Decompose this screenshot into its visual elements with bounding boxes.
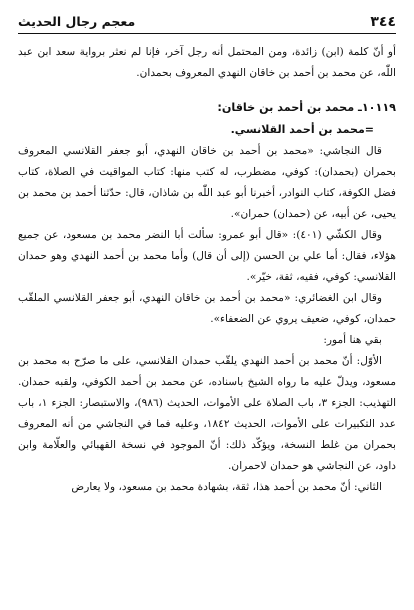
ghadairi-paragraph: وقال ابن الغضائري: «محمد بن أحمد بن خاقان النهدي، أبو جعفر القلانسي الملقّب حمدان، كوفي، ضعيف يروي عن الضعفاء». (18, 292, 396, 325)
entry-heading: ١٠١١٩ـ محمد بن أحمد بن خاقان: (217, 101, 396, 114)
page-header (18, 14, 396, 30)
intro-paragraph: أو أنّ كلمة (ابن) زائدة، ومن المحتمل أنه رجل آخر، فإنا لم نعثر برواية سعد ابن عبد اللّٰه، عن محمد بن أحمد بن خاقان النهدي المعروف بحمدان. (18, 46, 396, 79)
header-divider (18, 33, 396, 34)
kashshi-paragraph: وقال الكشّي (٤٠١): «قال أبو عمرو: سألت أبا النضر محمد بن مسعود، عن جميع هؤلاء، فقال: أما علي بن الحسن (إلى أن قال) وأما محمد بن أحمد النهدي وهو حمدان القلانسي: كوفي، فقيه، ثقة، خيّر». (18, 229, 396, 283)
second-point-paragraph: الثاني: أنّ محمد بن أحمد هذا، ثقة، بشهادة محمد بن مسعود، ولا يعارض (71, 481, 382, 493)
remaining-points-line: بقي هنا أمور: (323, 334, 382, 346)
document-body (18, 42, 396, 498)
book-title: معجم رجال الحديث (18, 14, 136, 29)
page-number: ٣٤٤ (370, 14, 396, 30)
entry-alias: =محمد بن أحمد القلانسي. (230, 123, 374, 136)
najashi-paragraph: قال النجاشي: «محمد بن أحمد بن خاقان النهدي، أبو جعفر القلانسي المعروف بحمران (بحمدان): كوفي، مضطرب، له كتب منها: كتاب المواقيت في الصلاة، كتاب فضل الكوفة، كتاب النوادر، أخبرنا أبو عبد اللّٰه بن شاذان، قال: حدّثنا أحمد بن محمد بن يحيى، عن أبيه، عن (حمدان) حمران». (18, 145, 396, 220)
first-point-paragraph: الأوّل: أنّ محمد بن أحمد النهدي يلقّب حمدان القلانسي، على ما صرّح به محمد بن مسعود، ويدلّ عليه ما رواه الشيخ باسناده، عن محمد بن أحمد الكوفي، ولقبه حمدان. التهذيب: الجزء ٣، باب الصلاة على الأموات، الحديث (٩٨٦)، والاستبصار: الجزء ١، باب عدد التكبيرات على الأموات، الحديث ١٨٤٢، وعليه فما في النجاشي من أنه المعروف بحمران من غلط النسخة، ويؤكّد ذلك: أنّ الموجود في نسخة القهبائي والعلّامة وابن داود، عن النجاشي هو حمدان لاحمران. (18, 355, 397, 472)
